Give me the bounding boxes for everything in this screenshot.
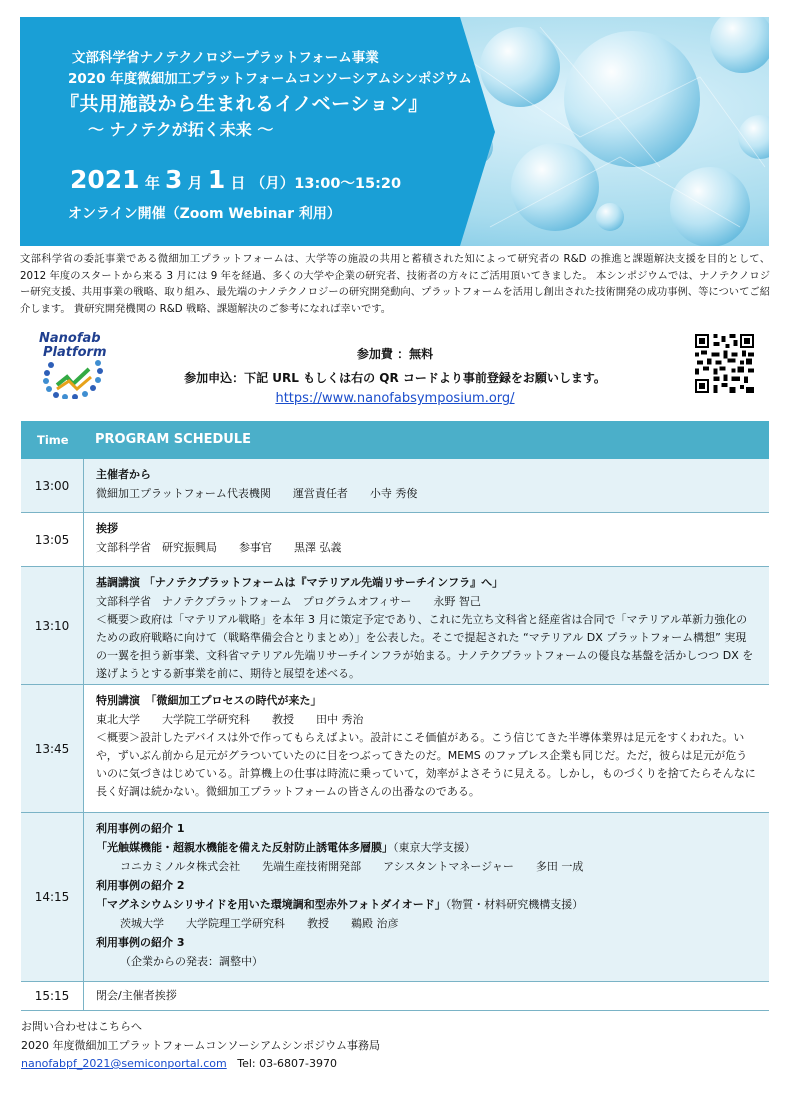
case2-title: 「マグネシウムシリサイドを用いた環境調和型赤外フォトダイオード」 [96,898,446,911]
program-schedule-table [21,421,769,1011]
case2-label: 利用事例の紹介 2 [96,879,185,892]
row-content [83,513,769,566]
case3-label: 利用事例の紹介 3 [96,936,185,949]
session-speaker: 微細加工プラットフォーム代表機関 運営責任者 小寺 秀俊 [96,487,418,500]
schedule-row-1300 [21,459,769,513]
contact-line [21,1055,380,1074]
event-venue: オンライン開催（Zoom Webinar 利用） [68,206,341,222]
participation-fee: 参加費 ：無料 [356,347,434,361]
contact-email-link[interactable]: nanofabpf_2021@semiconportal.com [21,1057,227,1070]
contact-office: 2020 年度微細加工プラットフォームコンソーシアムシンポジウム事務局 [21,1038,381,1052]
session-title: 主催者から [96,468,151,481]
row-content [83,813,769,981]
session-title: 挨拶 [96,522,118,535]
nanofab-platform-logo [33,329,121,399]
row-content [83,459,769,512]
intro-paragraph: 文部科学省の委託事業である微細加工プラットフォームは、大学等の施設の共用と蓄積された知によって研究者の R&D の推進と課題解決支援を目的として、2012 年度のスタートから来る 3 月には 9 年を経過、多くの大学や企業の研究者、技術者の方々にご活用頂いてきました。 本シンポジウムでは、ナノテクノロジー研究支援、共用事業の戦略、取り組み、最先端のナノテクノロジーの研究開発動向、プラットフォームを活用し創出された技術開発の成功事例、等についてご紹介します。 貴研究開発機関の R&D 戦略、課題解決のご参考になれば幸いです。 [20,253,770,315]
schedule-header-row [21,421,769,459]
contact-heading: お問い合わせはこちらへ [21,1020,142,1033]
program-column-header: PROGRAM SCHEDULE [95,432,251,447]
session-abstract: ＜概要＞設計したデバイスは外で作ってもらえばよい。設計にこそ価値がある。こう信じてきた半導体業界は足元をすくわれた。いや，ずいぶん前から足元がグラついていたのに目をつぶってきたのだ。MEMS のファブレス企業も同じだ。ただ，彼らは足元が危ういのに気づきはじめている。計算機上の仕事は時流に乗っていて，効率がよさそうに見える。しかし，ものづくりを捨てたらそんなに長く好調は続かない。微細加工プラットフォームの皆さんの出番なのである。 [96,731,756,798]
session-title: 基調講演 「ナノテクプラットフォームは『マテリアル先端リサーチインフラ』へ」 [96,576,504,589]
session-speaker: 文部科学省 研究振興局 参事官 黒澤 弘義 [96,541,342,554]
case1-label: 利用事例の紹介 1 [96,822,185,835]
header-line2: 2020 年度微細加工プラットフォームコンソーシアムシンポジウム [68,71,472,87]
date-month-unit: 月 [182,174,208,192]
case1-title-line [96,838,757,857]
schedule-row-1310 [21,567,769,685]
row-time: 13:10 [34,618,70,633]
date-month: 3 [165,165,183,194]
date-year-unit: 年 [139,174,166,192]
schedule-row-1415 [21,813,769,982]
row-time: 14:15 [34,890,70,904]
row-content [83,685,769,812]
logo-text-line1: Nanofab [39,331,101,346]
row-content [83,982,769,1010]
case1-support: （東京大学支援） [393,841,476,854]
date-year: 2021 [70,165,140,194]
case2-speaker: 茨城大学 大学院理工学研究科 教授 鵜殿 治彦 [120,917,399,930]
schedule-row-1515 [21,982,769,1011]
time-column-header: Time [37,433,69,447]
case1-speaker: コニカミノルタ株式会社 先端生産技術開発部 アシスタントマネージャー 多田 一成 [120,860,584,873]
session-speaker: 東北大学 大学院工学研究科 教授 田中 秀治 [96,713,364,726]
schedule-row-1305 [21,513,769,567]
row-time: 13:45 [34,741,70,756]
contact-section [21,1018,380,1074]
session-title: 閉会/主催者挨拶 [96,989,177,1002]
case2-title-line [96,895,757,914]
date-day: 1 [207,165,226,194]
header-banner [20,17,769,246]
header-line1: 文部科学省ナノテクノロジープラットフォーム事業 [72,50,379,66]
session-speaker: 文部科学省 ナノテクプラットフォーム プログラムオフィサー 永野 智己 [96,595,481,608]
case1-title: 「光触媒機能・超親水機能を備えた反射防止誘電体多層膜」 [96,841,393,854]
row-time: 15:15 [34,989,70,1003]
row-time: 13:00 [34,478,70,493]
event-date [70,165,401,194]
session-title: 特別講演 「微細加工プロセスの時代が来た」 [96,694,322,707]
row-content [83,567,769,684]
case3-speaker: （企業からの発表：調整中） [120,955,263,968]
date-weekday-time: （月）13:00〜15:20 [250,176,402,192]
logo-text-line2: Platform [43,345,107,360]
registration-url-link[interactable]: https://www.nanofabsymposium.org/ [275,391,515,406]
contact-phone: Tel: 03-6807-3970 [237,1057,338,1070]
schedule-row-1345 [21,685,769,813]
case2-support: （物質・材料研究機構支援） [445,898,584,911]
event-subtitle: 〜 ナノテクが拓く未来 〜 [88,120,274,139]
registration-instructions: 参加申込：下記 URL もしくは右の QR コードより事前登録をお願いします。 [184,371,606,385]
registration-qr-code[interactable] [695,334,754,393]
date-day-unit: 日 [225,174,251,192]
event-title: 『共用施設から生まれるイノベーション』 [60,93,428,115]
session-abstract: ＜概要＞政府は「マテリアル戦略」を本年 3 月に策定予定であり、これに先立ち文科省と経産省は合同で「マテリアル革新力強化のための政府戦略に向けて（戦略準備会合とりまとめ）」を公表した。そこで提起された “マテリアル DX プラットフォーム構想” 実現の一翼を担う新事業、文科省マテリアル先端リサーチインフラが始まる。ナノテクプラットフォームの優良な基盤を活かしつつ DX を遂げようとする新事業を前に、期待と展望を述べる。 [96,613,754,680]
row-time: 13:05 [34,532,70,547]
